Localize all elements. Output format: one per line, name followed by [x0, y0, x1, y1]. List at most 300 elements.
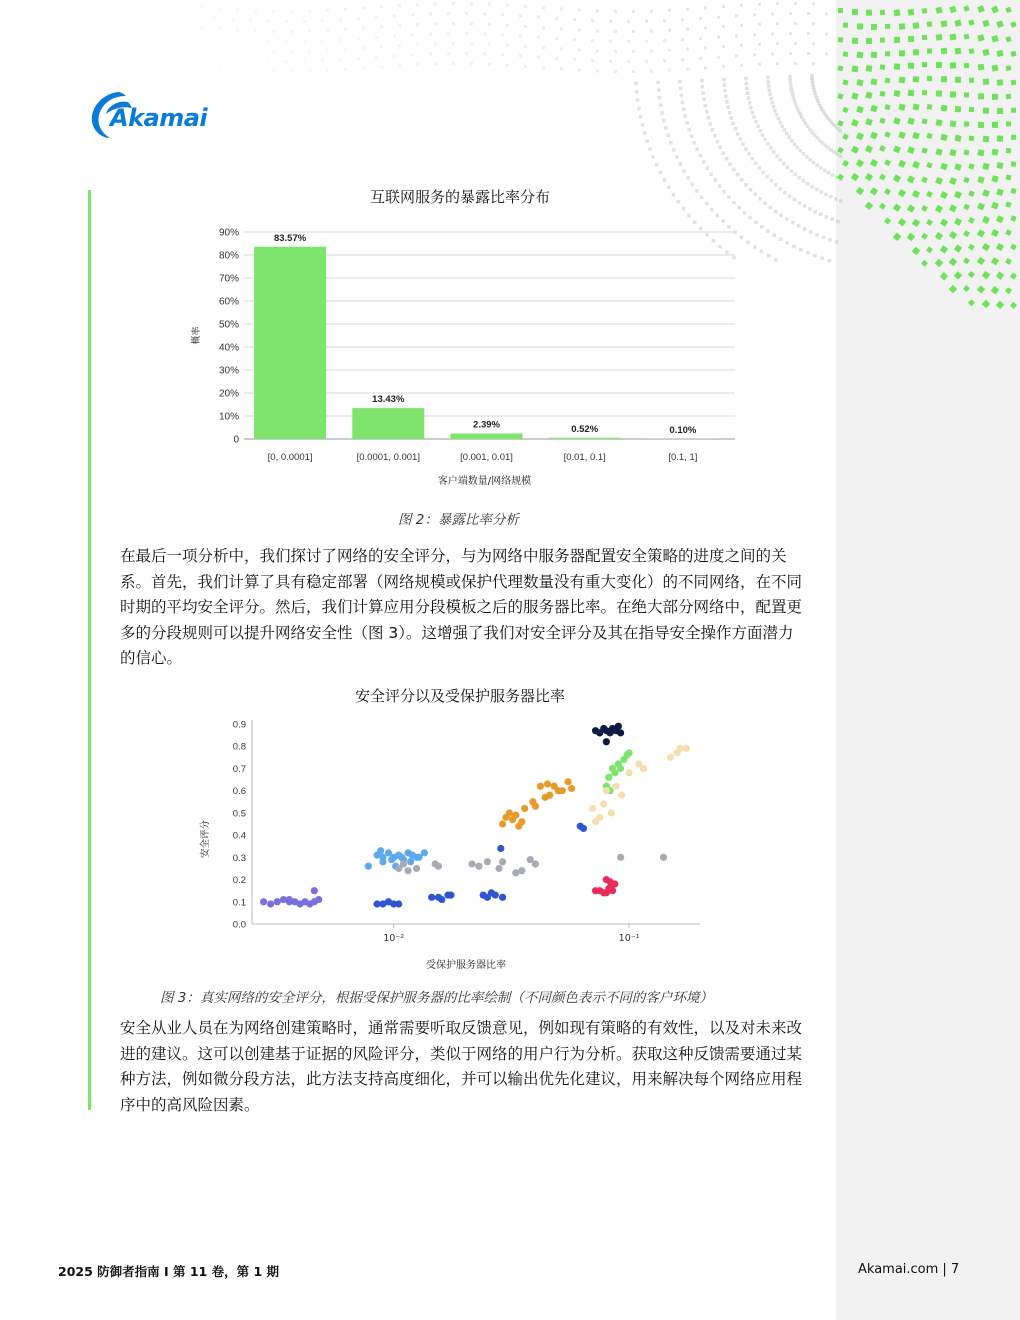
deco-dot	[787, 135, 791, 139]
deco-dot	[666, 134, 670, 138]
deco-dot	[344, 28, 347, 31]
deco-dot	[802, 119, 806, 123]
deco-dot	[775, 113, 779, 117]
deco-dot	[645, 40, 648, 43]
deco-dot	[725, 157, 729, 161]
deco-dot	[798, 201, 802, 205]
deco-dot	[681, 58, 684, 61]
deco-dot	[254, 29, 257, 32]
deco-dot	[824, 193, 828, 197]
deco-dot	[732, 122, 736, 126]
deco-dot	[758, 63, 761, 66]
deco-dot	[816, 164, 820, 168]
bar	[451, 434, 523, 439]
deco-dot	[827, 171, 831, 175]
deco-dot	[823, 144, 827, 148]
x-tick-label: [0, 0.0001]	[267, 452, 313, 463]
deco-dot	[290, 30, 293, 33]
deco-dot	[308, 70, 311, 73]
deco-dot	[812, 161, 816, 165]
scatter-point-cream	[589, 805, 596, 812]
deco-dot	[760, 250, 764, 254]
deco-dot	[770, 179, 774, 183]
deco-dot	[663, 39, 666, 42]
deco-dot	[614, 50, 617, 53]
deco-dot	[789, 12, 792, 15]
deco-dot	[768, 88, 772, 92]
paragraph-1: 在最后一项分析中，我们探讨了网络的安全评分，与为网络中服务器配置安全策略的进度之间的关系。首先，我们计算了具有稳定部署（网络规模或保护代理数量没有重大变化）的不同网络，在不同时期的平均安全评分。然后，我们计算应用分段模板之后的服务器比率。在绝大部分网络中，配置更多的分段规则可以提升网络安全性（图 3）。这增强了我们对安全评分及其在指导安全操作方面潜力的信心。	[120, 547, 803, 667]
deco-dot	[786, 166, 790, 170]
y-tick-label: 0.7	[232, 763, 246, 775]
scatter-point-orange	[537, 783, 544, 790]
deco-dot	[434, 62, 437, 65]
deco-dot	[231, 58, 234, 61]
deco-dot	[249, 59, 252, 62]
deco-dot	[688, 128, 692, 132]
deco-dot	[308, 10, 311, 13]
deco-dot	[218, 67, 221, 70]
scatter-point-gray	[413, 865, 420, 872]
deco-dot	[641, 123, 645, 127]
deco-dot	[726, 106, 730, 110]
deco-dot	[828, 259, 832, 263]
deco-dot	[231, 38, 234, 41]
deco-dot	[723, 89, 727, 93]
deco-dot	[753, 193, 757, 197]
bar	[352, 408, 424, 439]
deco-dot	[769, 146, 773, 150]
deco-dot	[735, 34, 738, 37]
figure3-title: 安全评分以及受保护服务器比率	[354, 687, 565, 705]
deco-dot	[813, 133, 817, 137]
deco-dot	[807, 32, 810, 35]
deco-dot	[686, 68, 689, 71]
deco-dot	[740, 4, 743, 7]
scatter-point-green	[611, 769, 618, 776]
data-label: 2.39%	[473, 419, 500, 431]
deco-dot	[761, 133, 765, 137]
deco-dot	[754, 221, 758, 225]
data-label: 83.57%	[273, 232, 307, 244]
deco-dot	[524, 5, 527, 8]
deco-dot	[812, 42, 815, 45]
deco-dot	[758, 166, 762, 170]
deco-dot	[636, 98, 640, 102]
deco-dot	[267, 60, 270, 63]
deco-dot	[716, 214, 720, 218]
deco-dot	[470, 42, 473, 45]
deco-dot	[537, 16, 540, 19]
deco-dot	[344, 68, 347, 71]
deco-dot	[393, 15, 396, 18]
deco-dot	[573, 58, 576, 61]
deco-dot	[734, 127, 738, 130]
deco-dot	[375, 56, 378, 59]
deco-dot	[200, 26, 203, 29]
deco-dot	[357, 37, 360, 40]
scatter-point-blue	[428, 894, 435, 901]
deco-dot	[632, 10, 635, 13]
scatter-point-gray	[404, 867, 411, 874]
deco-dot	[668, 49, 671, 52]
deco-dot	[771, 52, 774, 55]
deco-dot	[501, 13, 504, 16]
deco-dot	[691, 183, 695, 187]
deco-dot	[810, 130, 814, 134]
scatter-point-gray	[617, 854, 624, 861]
deco-dot	[808, 158, 812, 162]
deco-dot	[766, 80, 770, 84]
deco-dot	[362, 7, 365, 10]
deco-dot	[447, 12, 450, 15]
deco-dot	[680, 94, 684, 98]
deco-dot	[747, 152, 751, 156]
deco-dot	[668, 9, 671, 12]
deco-dot	[722, 45, 725, 48]
deco-dot	[750, 157, 754, 161]
deco-dot	[758, 3, 761, 6]
deco-dot	[411, 13, 414, 16]
deco-dot	[685, 121, 689, 125]
deco-dot	[657, 88, 661, 92]
scatter-point-cream	[608, 809, 615, 816]
scatter-point-orange	[521, 805, 528, 812]
deco-dot	[740, 24, 743, 27]
deco-dot	[663, 178, 667, 182]
x-tick-label: [0.001, 0.01]	[460, 452, 513, 463]
x-axis-label: 受保护服务器比率	[426, 960, 506, 971]
deco-dot	[357, 57, 360, 60]
deco-dot	[799, 149, 803, 153]
deco-dot	[272, 70, 275, 73]
deco-dot	[829, 148, 833, 152]
deco-dot	[732, 201, 736, 205]
deco-dot	[779, 237, 783, 241]
scatter-point-light-blue	[388, 856, 395, 863]
y-tick-label: 0.5	[232, 808, 246, 820]
deco-dot	[429, 53, 432, 56]
deco-dot	[814, 93, 818, 97]
deco-dot	[578, 69, 581, 72]
deco-dot	[772, 105, 776, 109]
deco-dot	[709, 173, 713, 177]
deco-dot	[656, 81, 660, 85]
deco-dot	[524, 45, 527, 48]
scatter-point-orange	[506, 809, 513, 816]
deco-dot	[704, 6, 707, 9]
deco-dot	[609, 20, 612, 23]
deco-dot	[308, 30, 311, 33]
deco-dot	[728, 162, 732, 166]
deco-dot	[416, 3, 419, 6]
deco-dot	[677, 200, 681, 204]
deco-dot	[452, 62, 455, 65]
scatter-point-gray	[495, 865, 502, 872]
scatter-point-gray	[435, 863, 442, 870]
deco-dot	[663, 59, 666, 62]
deco-dot	[679, 162, 683, 166]
deco-dot	[736, 173, 740, 177]
deco-dot	[740, 44, 743, 47]
deco-dot	[821, 141, 825, 145]
deco-dot	[591, 39, 594, 42]
deco-dot	[429, 13, 432, 16]
deco-dot	[717, 36, 720, 39]
deco-dot	[766, 142, 770, 146]
deco-dot	[808, 207, 812, 211]
y-tick-label: 0.1	[232, 897, 246, 909]
deco-dot	[803, 204, 807, 208]
deco-dot	[687, 214, 691, 218]
scatter-point-gray	[484, 858, 491, 865]
y-tick-label: 0.0	[232, 919, 246, 931]
deco-dot	[200, 46, 203, 49]
deco-dot	[411, 33, 414, 36]
deco-dot	[709, 122, 713, 126]
deco-dot	[772, 234, 776, 238]
deco-dot	[668, 69, 671, 72]
scatter-point-light-blue	[377, 847, 384, 854]
deco-dot	[524, 65, 527, 68]
deco-dot	[812, 85, 816, 89]
deco-dot	[672, 193, 676, 197]
deco-dot	[745, 87, 749, 91]
deco-dot	[236, 28, 239, 31]
scatter-point-blue	[497, 845, 504, 852]
deco-dot	[785, 241, 789, 245]
deco-dot	[758, 129, 762, 133]
deco-dot	[326, 29, 329, 32]
deco-dot	[821, 109, 825, 113]
deco-dot	[213, 17, 216, 20]
deco-dot	[793, 142, 797, 146]
deco-dot	[782, 162, 786, 166]
deco-dot	[519, 14, 522, 17]
exposure-ratio-bar-chart	[180, 218, 750, 498]
deco-dot	[728, 111, 732, 115]
y-tick-label: 0.9	[232, 719, 246, 731]
deco-dot	[823, 169, 827, 173]
scatter-point-light-blue	[398, 854, 405, 861]
security-score-scatter-chart	[190, 710, 720, 980]
scatter-point-cream	[592, 818, 599, 825]
deco-dot	[632, 50, 635, 53]
y-tick-label: 0.2	[232, 875, 246, 887]
deco-dot	[700, 79, 704, 83]
deco-dot	[308, 50, 311, 53]
deco-dot	[700, 196, 704, 200]
deco-dot	[800, 116, 804, 120]
deco-dot	[596, 29, 599, 32]
akamai-logo	[88, 88, 212, 140]
deco-dot	[802, 152, 806, 156]
deco-dot	[741, 142, 745, 146]
scatter-point-cream	[600, 800, 607, 807]
deco-dot	[555, 57, 558, 60]
deco-dot	[783, 191, 787, 195]
deco-dot	[730, 116, 734, 120]
scatter-point-green	[626, 749, 633, 756]
scatter-point-green	[605, 774, 612, 781]
deco-dot	[470, 22, 473, 25]
deco-dot	[695, 148, 699, 152]
deco-dot	[519, 54, 522, 57]
deco-dot	[684, 114, 688, 118]
deco-dot	[339, 38, 342, 41]
deco-dot	[749, 106, 753, 110]
deco-dot	[200, 6, 203, 9]
data-label: 0.52%	[571, 423, 599, 435]
deco-dot	[813, 91, 817, 95]
deco-dot	[761, 171, 765, 175]
y-tick-label: 20%	[218, 388, 239, 400]
deco-dot	[682, 207, 686, 211]
deco-dot	[357, 17, 360, 20]
deco-dot	[447, 32, 450, 35]
scatter-point-blue	[438, 896, 445, 903]
deco-dot	[722, 151, 726, 155]
deco-dot	[321, 39, 324, 42]
paragraph-2: 安全从业人员在为网络创建策略时，通常需要听取反馈意见，例如现有策略的有效性，以及对未来改进的建议。这可以创建基于证据的风险评分，类似于网络的用户行为分析。获取这种反馈需要通过某种方法，例如微分段方法，此方法支持高度细化，并可以输出优先化建议，用来解决每个网络应用程序中的高风险因素。	[120, 1019, 803, 1114]
deco-dot	[825, 52, 828, 55]
deco-dot	[272, 30, 275, 33]
scatter-point-gray	[518, 867, 525, 874]
deco-dot	[753, 33, 756, 36]
deco-dot	[704, 104, 708, 108]
footer-page-link[interactable]: Akamai.com | 7	[858, 1262, 960, 1277]
deco-dot	[822, 236, 826, 240]
deco-dot	[819, 166, 823, 170]
deco-dot	[326, 49, 329, 52]
deco-dot	[639, 115, 643, 119]
deco-dot	[290, 70, 293, 73]
deco-dot	[321, 59, 324, 62]
deco-dot	[792, 96, 796, 100]
deco-dot	[303, 60, 306, 63]
deco-dot	[465, 32, 468, 35]
deco-dot	[735, 54, 738, 57]
deco-dot	[596, 9, 599, 12]
scatter-point-orange	[512, 812, 519, 819]
y-tick-label: 90%	[218, 227, 239, 239]
deco-dot	[747, 96, 751, 100]
deco-dot	[339, 18, 342, 21]
deco-dot	[375, 16, 378, 19]
deco-dot	[818, 139, 822, 143]
deco-dot	[699, 37, 702, 40]
deco-dot	[662, 119, 666, 123]
deco-dot	[650, 10, 653, 13]
deco-dot	[555, 17, 558, 20]
deco-dot	[267, 20, 270, 23]
deco-dot	[614, 30, 617, 33]
deco-dot	[723, 83, 727, 87]
deco-dot	[766, 76, 770, 80]
deco-dot	[681, 38, 684, 41]
deco-dot	[753, 245, 757, 249]
deco-dot	[483, 52, 486, 55]
deco-dot	[699, 57, 702, 60]
deco-dot	[745, 82, 749, 86]
deco-dot	[542, 26, 545, 29]
deco-dot	[236, 8, 239, 11]
deco-dot	[362, 47, 365, 50]
deco-dot	[789, 32, 792, 35]
deco-dot	[751, 111, 755, 115]
deco-dot	[792, 245, 796, 249]
deco-dot	[797, 176, 801, 180]
deco-dot	[756, 125, 760, 128]
deco-dot	[778, 121, 782, 125]
deco-dot	[704, 66, 707, 69]
deco-dot	[727, 195, 731, 199]
deco-dot	[627, 60, 630, 63]
deco-dot	[790, 169, 794, 173]
scatter-point-gray	[499, 858, 506, 865]
y-tick-label: 0.4	[232, 830, 246, 842]
deco-dot	[650, 70, 653, 73]
deco-dot	[826, 116, 830, 120]
deco-dot	[380, 65, 383, 68]
deco-dot	[790, 89, 794, 93]
deco-dot	[744, 147, 748, 151]
deco-dot	[794, 62, 797, 65]
deco-dot	[807, 12, 810, 15]
deco-dot	[447, 52, 450, 55]
scatter-point-orange	[564, 778, 571, 785]
deco-dot	[663, 19, 666, 22]
deco-dot	[740, 178, 744, 182]
deco-dot	[819, 213, 823, 217]
deco-dot	[669, 141, 673, 145]
deco-dot	[542, 6, 545, 9]
deco-dot	[681, 101, 685, 105]
deco-dot	[501, 33, 504, 36]
deco-dot	[815, 136, 819, 140]
deco-dot	[537, 56, 540, 59]
deco-dot	[722, 25, 725, 28]
y-tick-label: 40%	[218, 342, 239, 354]
x-tick-label: [0.01, 0.1]	[563, 452, 606, 463]
deco-dot	[772, 150, 776, 154]
deco-dot	[758, 197, 762, 201]
deco-dot	[452, 2, 455, 5]
y-axis-label: 安全评分	[200, 819, 211, 859]
deco-dot	[736, 132, 740, 136]
deco-dot	[483, 12, 486, 15]
deco-dot	[806, 125, 810, 129]
akamai-wordmark: Akamai	[110, 104, 208, 132]
figure3-caption: 图 3：真实网络的安全评分，根据受保护服务器的比率绘制（不同颜色表示不同的客户环境）	[160, 990, 713, 1006]
deco-dot	[393, 35, 396, 38]
deco-dot	[746, 91, 750, 95]
deco-dot	[632, 70, 635, 73]
deco-dot	[714, 178, 718, 182]
deco-dot	[813, 254, 817, 258]
scatter-point-blue	[395, 900, 402, 907]
deco-dot	[754, 162, 758, 166]
scatter-point-purple	[315, 896, 322, 903]
deco-dot	[560, 7, 563, 10]
deco-dot	[779, 214, 783, 218]
scatter-point-cream	[667, 754, 674, 761]
deco-dot	[820, 190, 824, 194]
deco-dot	[695, 189, 699, 193]
scatter-point-orange	[559, 787, 566, 794]
scatter-point-orange	[546, 792, 553, 799]
deco-dot	[627, 40, 630, 43]
deco-dot	[828, 119, 832, 123]
